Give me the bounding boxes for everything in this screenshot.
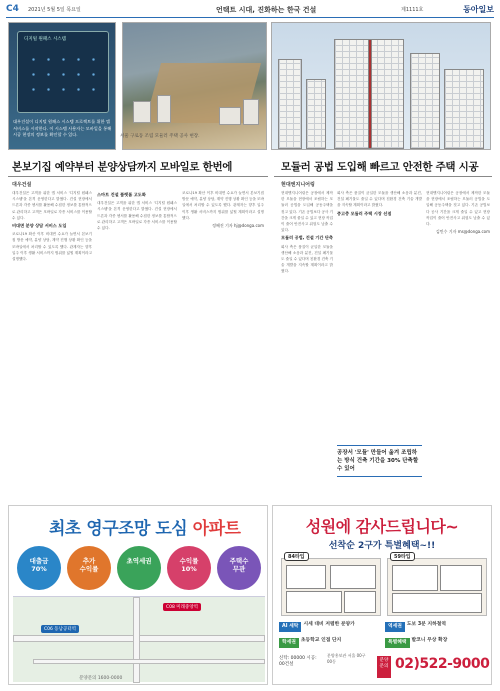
page-header: [6, 4, 494, 18]
plan-label: 84타입: [284, 552, 309, 561]
map-road: [33, 659, 265, 664]
room: [392, 593, 482, 613]
feature-badge: [67, 546, 111, 590]
feature-text: 초등학교 인접 단지: [300, 638, 342, 643]
headline-left: 본보기집 예약부터 분양상담까지 모바일로 한번에: [12, 161, 233, 173]
reporter-signature: 정혜진 기자 hj@donga.com: [212, 223, 264, 229]
newspaper-name: 동아일보: [463, 5, 494, 14]
room: [344, 591, 376, 613]
page-number: C4: [6, 4, 19, 14]
room: [286, 565, 326, 589]
feature-text: 도보 3분 지하철역: [406, 622, 447, 627]
badge-line: 수익률: [79, 565, 99, 573]
quote-rule: [337, 445, 422, 446]
badge-line: 70%: [31, 565, 47, 573]
company-name-left: 대우건설: [12, 182, 32, 188]
paragraph: 현대엔지니어링은 공장에서 제작한 모듈을 현장에서 조립하는 모듈러 공법을 도입해 공동주택을 짓고 있다. 기존 공법보다 공사 기간을 크게 줄일 수 있고 현장 작업이 줄어 안전사고 위험도 낮출 수 있다.: [281, 191, 333, 233]
company-name-right: 현대엔지니어링: [281, 182, 315, 188]
paragraph: 대우건설은 고객을 위한 앱 서비스 '디지털 원패스 시스템'을 본격 운영한다고 밝혔다. 건설 현장에서 드론과 각종 센서를 활용해 수집한 정보를 통합적으로 관리하고 고객은 모바일로 각종 서비스를 이용할 수 있다.: [12, 191, 92, 220]
headline-right: 모듈러 공법 도입해 빠르고 안전한 주택 시공: [281, 161, 479, 173]
ad-subtitle: 선착순 2구가 특별혜택~!!: [328, 541, 436, 551]
paragraph: 코로나19 확산 이후 비대면 수요가 늘면서 본보기집 방문 예약, 분양 상담, 계약 진행 상황 확인 등을 모바일에서 처리할 수 있도록 했다. 관계자는 향후 입주 이후 생활 서비스까지 범위를 넓힐 계획이라고 설명했다.: [182, 191, 264, 220]
floor-plan-a: [281, 554, 381, 616]
paragraph: 회사 측은 품질이 균일한 모듈을 생산해 소음과 분진, 건설 폐기물도 줄일 수 있다며 친환경 건축 기술 개발을 지속할 계획이라고 밝혔다.: [337, 191, 422, 208]
map-road: [133, 597, 140, 683]
feature-tag: 학세권: [279, 638, 299, 648]
badge-line: 10%: [181, 565, 197, 573]
article-left-col2: [97, 190, 177, 498]
badge-line: 주택수: [229, 557, 249, 565]
article-right-col2: [337, 190, 422, 438]
publication-date: 2021년 5월 5일 목요일: [28, 7, 81, 13]
construction-site-photo: [122, 22, 267, 150]
article-left-col1: [12, 190, 92, 498]
badge-line: 수익률: [179, 557, 199, 565]
issue-number: 제1111호: [401, 7, 424, 13]
app-icon-grid: [26, 52, 102, 102]
feature-badge: [17, 546, 61, 590]
feature-badge: [217, 546, 261, 590]
building-shape: [157, 95, 171, 123]
building-shape: [133, 101, 151, 123]
room: [330, 565, 376, 589]
pull-quote-text: 공장서 '모듈' 만들어 옮겨 조립하는 방식 건축 기간을 30% 단축할 수 있어: [337, 450, 419, 472]
feature-tag: 특별혜택: [385, 638, 410, 648]
reporter-signature: 김민수 기자 ms@donga.com: [435, 229, 490, 235]
sponsor-info: 신탁: 00000 시공: 00건설: [279, 656, 317, 667]
apartment-ad-right: [272, 505, 492, 685]
phone-screen: [17, 31, 109, 113]
subheading: 중고층 모듈러 주택 시장 선점: [337, 210, 392, 216]
app-screen-title: 디지털 원패스 시스템: [24, 37, 66, 42]
plan-label: 59타입: [390, 552, 415, 561]
floor-plan-b: [387, 554, 487, 616]
headline-rule-right: [274, 176, 492, 177]
article-left-col3: [182, 190, 264, 498]
article-right-col3: [426, 190, 490, 498]
subheading: 스마트 건설 플랫폼 고도화: [97, 192, 146, 197]
accent-stripe: [368, 39, 372, 149]
quote-rule: [337, 476, 422, 477]
ad-contact: 분양문의 1600-0000: [79, 676, 123, 681]
map-station-label: C08 미래중앙역: [163, 603, 201, 611]
room: [392, 565, 438, 591]
pull-quote: [337, 442, 422, 480]
photo-caption-right: 서울 구로동 조립 모듈러 주택 공사 현장.: [120, 134, 200, 139]
badge-line: 무관: [232, 565, 246, 573]
article-right-col1: [281, 190, 333, 498]
apartment-ad-left: [8, 505, 268, 685]
modular-housing-photo: [271, 22, 491, 150]
map-station-label: C06 동남공터역: [41, 625, 79, 633]
tower-shape: [410, 53, 440, 149]
showroom-info: 분양홍보관 서울 00구 00동: [327, 653, 366, 664]
room: [440, 565, 482, 591]
feature-text: 시세 대비 저렴한 분양가: [303, 622, 355, 627]
photo-caption-left: 대우건설이 디지털 원패스 시스템 프로젝트를 위한 앱 서비스를 시작한다. 이 시스템 사용자는 모바일을 통해 시공 현장의 정보를 확인할 수 있다.: [13, 119, 112, 137]
phone-label: 분양 문의: [377, 656, 391, 678]
building-shape: [243, 99, 259, 125]
feature-badge: [167, 546, 211, 590]
ad-title: 성원에 감사드립니다~: [305, 517, 459, 536]
badge-line: 추가: [82, 557, 96, 565]
app-screenshot-photo: [8, 22, 116, 150]
ad-title-highlight: 아파트: [192, 519, 241, 539]
badge-line: 대출금: [29, 557, 49, 565]
phone-number: 02)522-9000: [395, 656, 490, 672]
ad-title-prefix: 최초: [49, 519, 81, 539]
subheading: 모듈러 공법, 건설 기간 단축: [281, 235, 333, 241]
room: [286, 591, 342, 613]
tower-shape: [444, 69, 484, 149]
building-shape: [219, 107, 241, 125]
section-title: 언택트 시대, 진화하는 한국 건설: [216, 6, 317, 14]
location-map: [13, 596, 265, 682]
paragraph: 코로나19 확산 이후 비대면 수요가 늘면서 본보기집 방문 예약, 분양 상담, 계약 진행 상황 확인 등을 모바일에서 처리할 수 있도록 했다. 관계자는 향후 입주 이후 생활 서비스까지 범위를 넓힐 계획이라고 설명했다.: [12, 232, 92, 262]
subheading: 비대면 분양 상담 서비스 도입: [12, 223, 67, 229]
feature-badge: [117, 546, 161, 590]
badge-line: 초역세권: [126, 557, 152, 565]
paragraph: 현대엔지니어링은 공장에서 제작한 모듈을 현장에서 조립하는 모듈러 공법을 도입해 공동주택을 짓고 있다. 기존 공법보다 공사 기간을 크게 줄일 수 있고 현장 작업이 줄어 안전사고 위험도 낮출 수 있다.: [426, 191, 490, 227]
tower-shape: [306, 79, 326, 149]
ad-title-main: 영구조망 도심: [86, 519, 188, 539]
paragraph: 대우건설은 고객을 위한 앱 서비스 '디지털 원패스 시스템'을 본격 운영한다고 밝혔다. 건설 현장에서 드론과 각종 센서를 활용해 수집한 정보를 통합적으로 관리하고 고객은 모바일로 각종 서비스를 이용할 수 있다.: [97, 201, 177, 231]
feature-tag: AI 세탁: [279, 622, 301, 632]
paragraph: 회사 측은 품질이 균일한 모듈을 생산해 소음과 분진, 건설 폐기물도 줄일 수 있다며 친환경 건축 기술 개발을 지속할 계획이라고 밝혔다.: [281, 244, 333, 274]
feature-text: 발코니 무상 확장: [411, 638, 448, 643]
ad-title: [49, 514, 240, 539]
feature-tag: 역세권: [385, 622, 405, 632]
headline-rule-left: [8, 176, 268, 177]
